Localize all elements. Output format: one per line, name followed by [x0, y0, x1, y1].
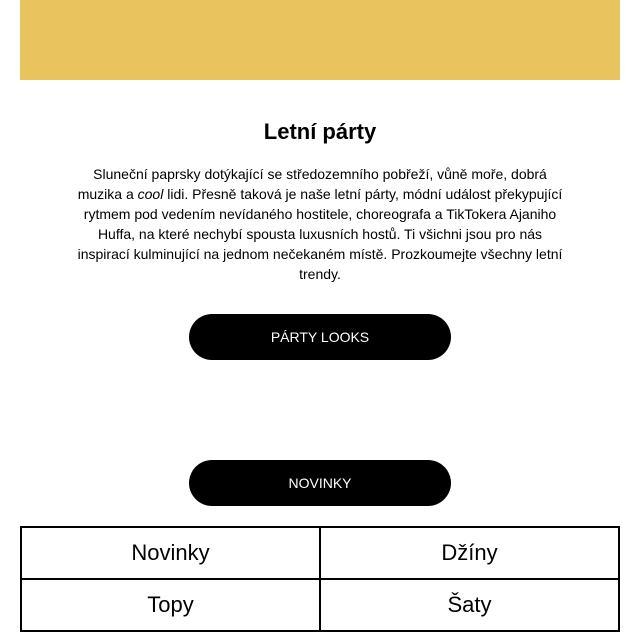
- page-title: Letní párty: [263, 119, 377, 144]
- category-link-dziny[interactable]: Džíny: [321, 528, 620, 580]
- category-link-novinky[interactable]: Novinky: [22, 528, 321, 580]
- intro-paragraph: [76, 164, 564, 284]
- category-link-topy[interactable]: Topy: [22, 580, 321, 632]
- intro-text-start: Sluneční paprsky dotýkající se středozemního pobřeží, vůně moře, dobrá muzika a: [77, 166, 547, 202]
- category-grid: [20, 526, 620, 632]
- news-button[interactable]: NOVINKY: [189, 460, 451, 506]
- intro-emphasis: cool: [137, 186, 164, 202]
- hero-banner-image[interactable]: [20, 0, 620, 80]
- intro-text-end: lidi. Přesně taková je naše letní párty, módní událost překypující rytmem pod vedením nevídaného hostitele, choreografa a TikTokera Ajaniho Huffa, na které nechybí spousta luxusních hostů. Ti všichni jsou pro nás inspirací kulminující na jednom nečekaném místě. Prozkoumejte všechny letní trendy.: [77, 186, 563, 282]
- category-link-saty[interactable]: Šaty: [321, 580, 620, 632]
- party-looks-button[interactable]: PÁRTY LOOKS: [189, 314, 451, 360]
